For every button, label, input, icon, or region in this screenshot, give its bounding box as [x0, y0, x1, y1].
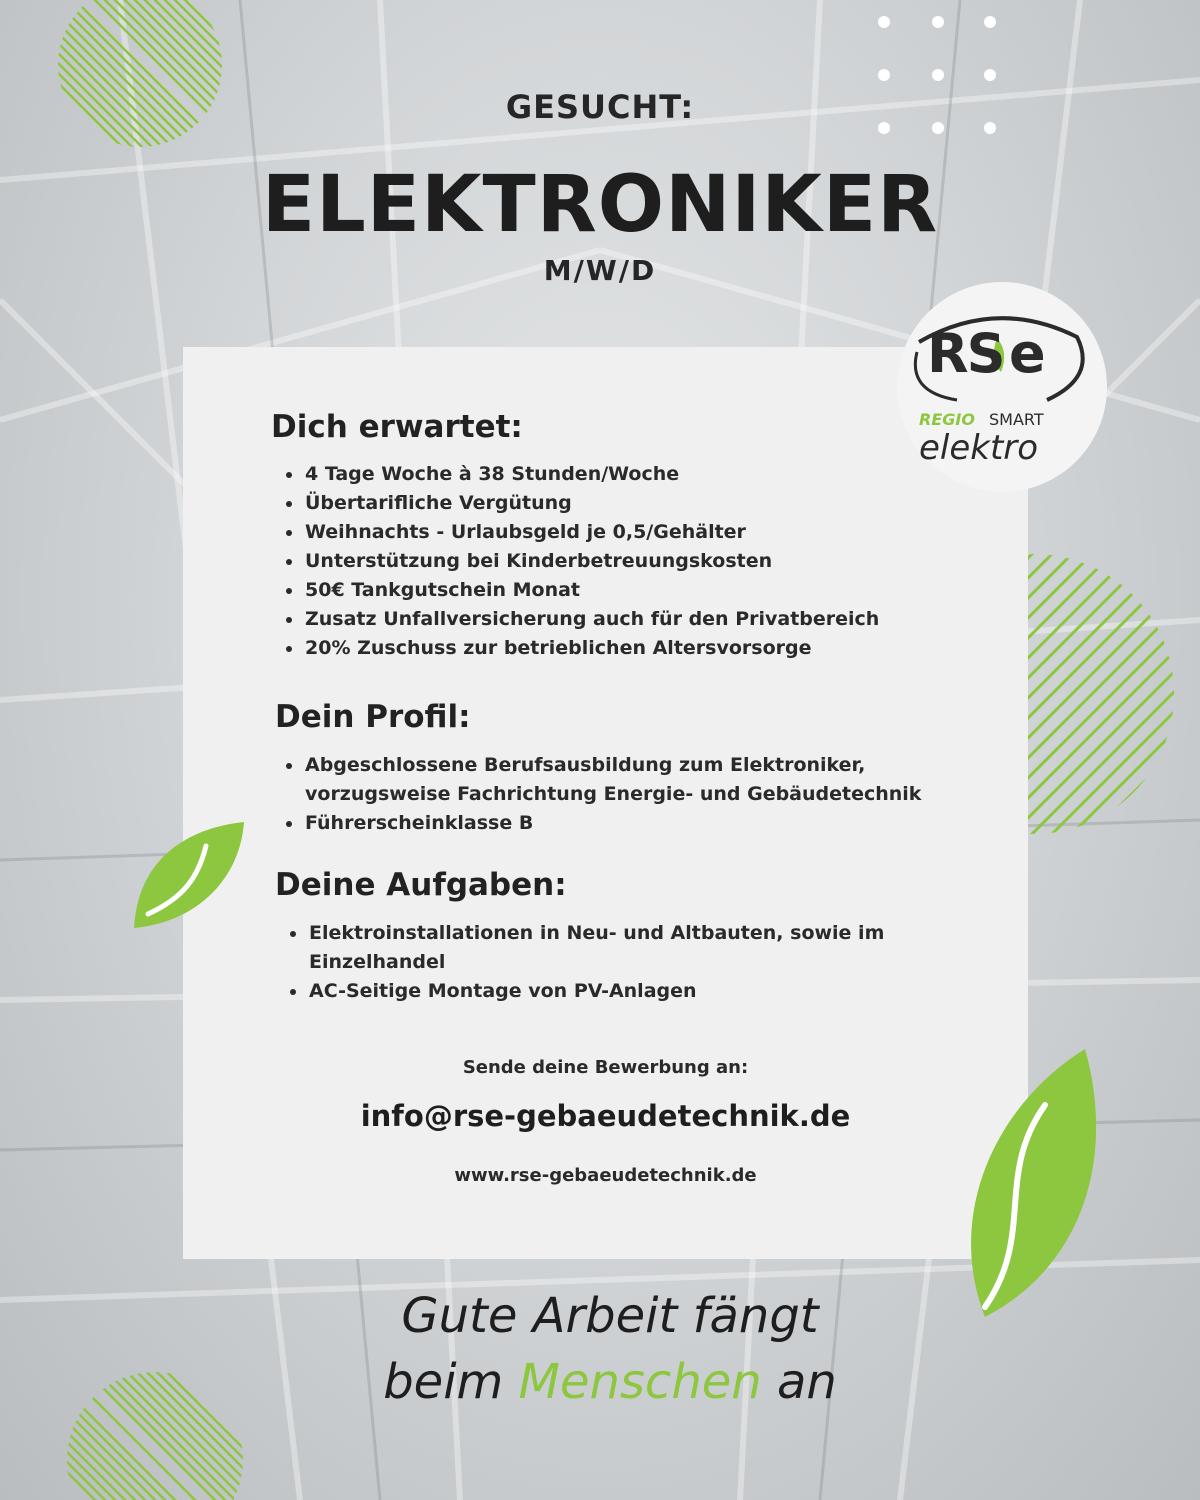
apply-label: Sende deine Bewerbung an:: [462, 1057, 749, 1078]
job-title: ELEKTRONIKER: [261, 160, 939, 250]
list-item: 50€ Tankgutschein Monat: [283, 576, 983, 605]
section-heading-expect: Dich erwartet:: [271, 409, 523, 445]
company-logo: [897, 282, 1107, 492]
list-item: Elektroinstallationen in Neu- und Altbauten, sowie im Einzelhandel: [287, 919, 907, 977]
apply-email-link[interactable]: info@rse-gebaeudetechnik.de: [360, 1099, 851, 1133]
logo-rs-text: RS: [927, 322, 1004, 385]
slogan-word-an: an: [776, 1354, 837, 1410]
slogan-line-2: [0, 1354, 1200, 1410]
list-item: Weihnachts - Urlaubsgeld je 0,5/Gehälter: [283, 518, 983, 547]
slogan-line-1: Gute Arbeit fängt: [401, 1288, 819, 1344]
list-item: Abgeschlossene Berufsausbildung zum Elektroniker, vorzugsweise Fachrichtung Energie- und Gebäudetechnik: [283, 751, 923, 809]
list-item: Führerscheinklasse B: [283, 809, 923, 838]
logo-e-text: e: [1009, 322, 1046, 385]
header-kicker: GESUCHT:: [505, 88, 695, 126]
slogan-highlight: Menschen: [518, 1354, 762, 1410]
leaf-icon-left: [128, 818, 248, 933]
list-item: 20% Zuschuss zur betrieblichen Altersvorsorge: [283, 634, 983, 663]
profile-list: [283, 751, 923, 838]
list-item: AC-Seitige Montage von PV-Anlagen: [287, 977, 907, 1006]
list-item: Unterstützung bei Kinderbetreuungskosten: [283, 547, 983, 576]
list-item: Zusatz Unfallversicherung auch für den Privatbereich: [283, 605, 983, 634]
gender-note: M/W/D: [543, 254, 657, 287]
logo-elektro-text: elektro: [919, 428, 1039, 468]
website-link[interactable]: www.rse-gebaeudetechnik.de: [454, 1165, 757, 1186]
list-item: 4 Tage Woche à 38 Stunden/Woche: [283, 460, 983, 489]
benefits-list: [283, 460, 983, 663]
leaf-icon-right: [955, 1045, 1105, 1320]
list-item: Übertarifliche Vergütung: [283, 489, 983, 518]
striped-circle-top-left: [55, 0, 225, 150]
slogan-word-beim: beim: [383, 1354, 504, 1410]
tasks-list: [287, 919, 907, 1006]
logo-regio-text: REGIO: [919, 410, 975, 429]
logo-smart-text: SMART: [989, 410, 1044, 429]
section-heading-tasks: Deine Aufgaben:: [275, 867, 567, 903]
section-heading-profile: Dein Profil:: [275, 699, 471, 735]
